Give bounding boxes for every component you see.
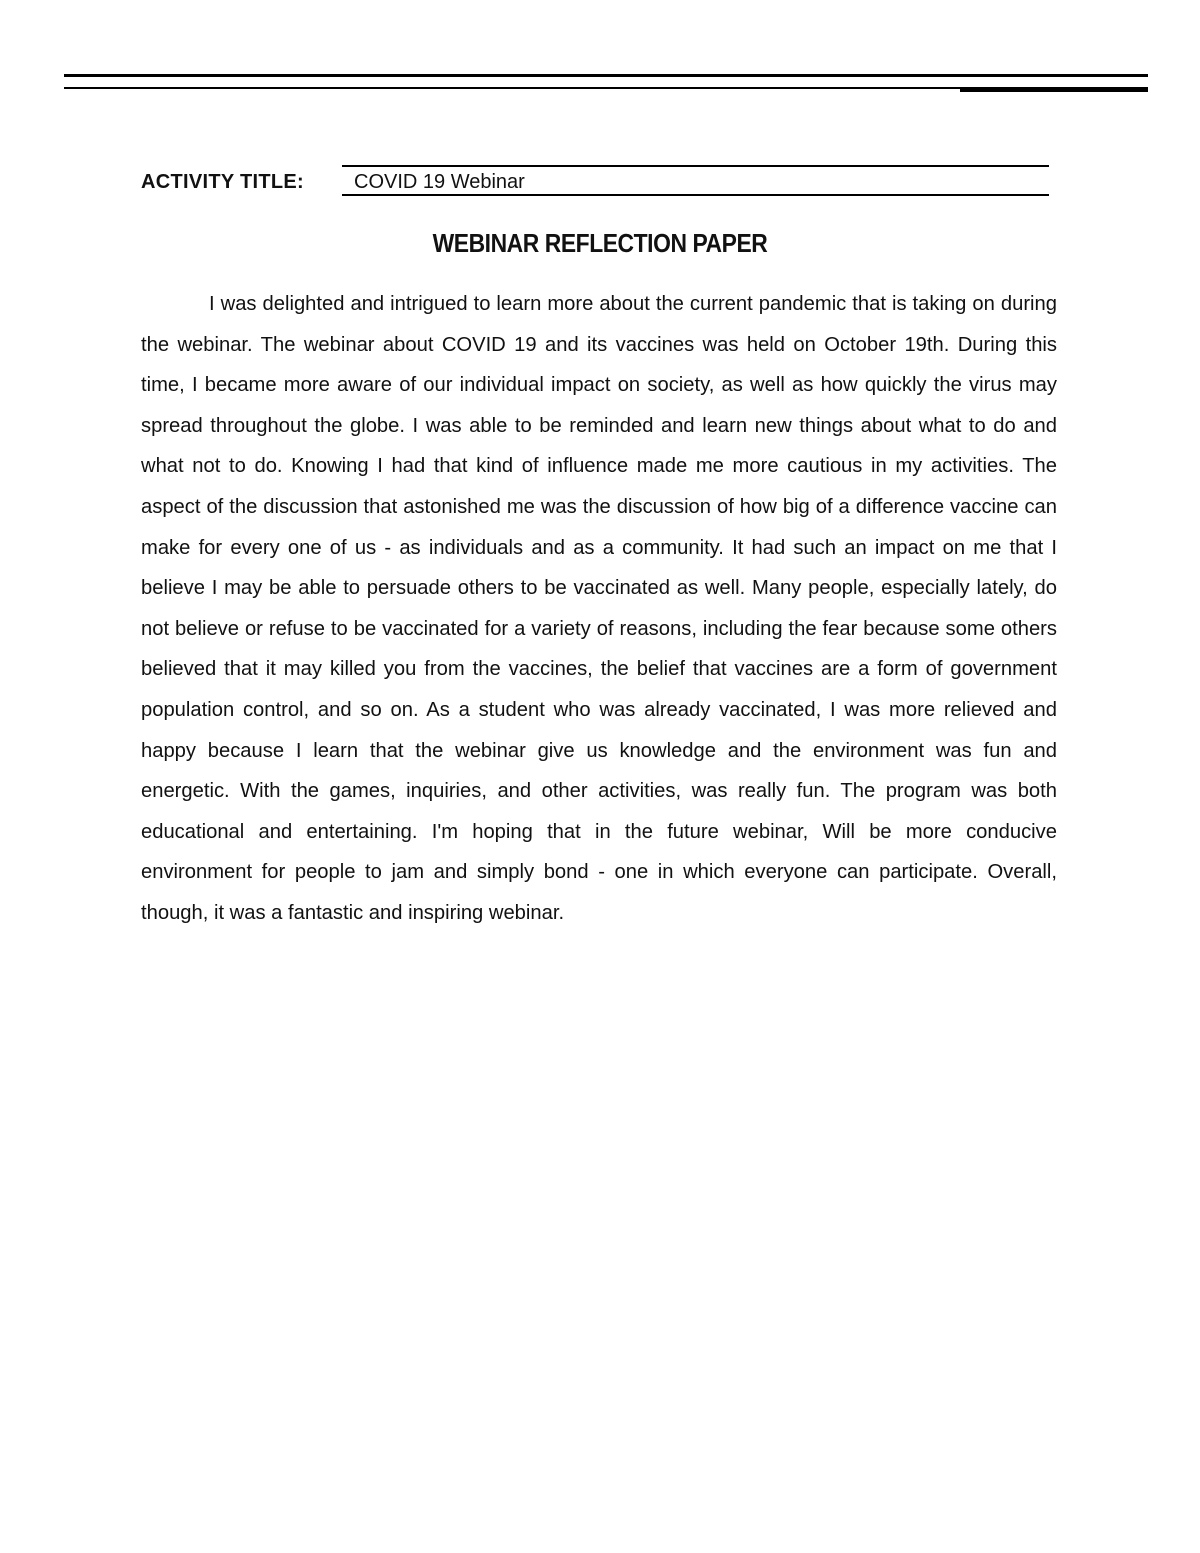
header-rule-top [64, 74, 1148, 77]
activity-title-field [342, 165, 1049, 196]
header-rule-accent [960, 89, 1148, 92]
activity-title-value: COVID 19 Webinar [354, 171, 525, 193]
reflection-body: I was delighted and intrigued to learn more about the current pandemic that is taking on during the webinar. The webinar about COVID 19 and its vaccines was held on October 19th. During this time, I became more aware of our individual impact on society, as well as how quickly the virus may spread throughout the globe. I was able to be reminded and learn new things about what to do and what not to do. Knowing I had that kind of influence made me more cautious in my activities. The aspect of the discussion that astonished me was the discussion of how big of a difference vaccine can make for every one of us - as individuals and as a community. It had such an impact on me that I believe I may be able to persuade others to be vaccinated as well. Many people, especially lately, do not believe or refuse to be vaccinated for a variety of reasons, including the fear because some others believed that it may killed you from the vaccines, the belief that vaccines are a form of government population control, and so on. As a student who was already vaccinated, I was more relieved and happy because I learn that the webinar give us knowledge and the environment was fun and energetic. With the games, inquiries, and other activities, was really fun. The program was both educational and entertaining. I'm hoping that in the future webinar, Will be more conducive environment for people to jam and simply bond - one in which everyone can participate. Overall, though, it was a fantastic and inspiring webinar. [141, 293, 1057, 924]
document-title: WEBINAR REFLECTION PAPER [432, 228, 768, 258]
activity-title-label: ACTIVITY TITLE: [141, 171, 305, 193]
activity-title-row [141, 165, 1051, 199]
